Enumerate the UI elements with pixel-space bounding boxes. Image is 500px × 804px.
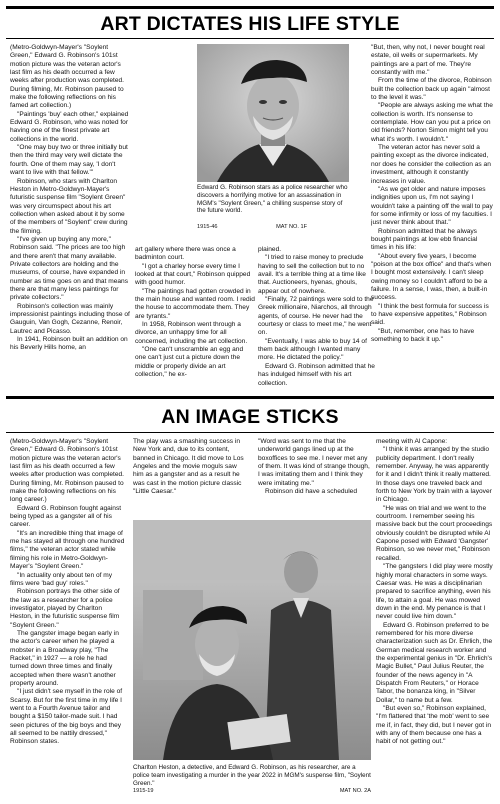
- paragraph: Robinson admitted that he always bought paintings at low ebb financial times in his life:: [371, 227, 478, 252]
- paragraph: art gallery where there was once a badminton court.: [135, 246, 236, 262]
- paragraph: "I've given up buying any more," Robinson said. "The prices are too high and there aren't that many available. Private collectors are holding and the museums, of course, have expanded in number as time goes on and that means there are that many less paintings for private collectors.": [10, 235, 129, 302]
- paragraph: "The paintings had gotten crowded in the main house and wanted room. I redid the house to accommodate them. They are tyrants.": [135, 287, 255, 320]
- paragraph: "Eventually, I was able to buy 14 of them back although I wanted many more. He dictated the policy.": [258, 337, 367, 362]
- paragraph: "I think the best formula for success is to have expensive appetites," Robinson said.: [371, 302, 489, 327]
- paragraph: "I got a charley horse every time I looked at that court," Robinson quipped with good humor.: [135, 262, 251, 287]
- paragraph: Edward G. Robinson preferred to be remembered for his more diverse characterization such as Dr. Ehrlich, the German medical research worker and the experimental genius in "Dr. Ehrlich's Magic Bullet," Paul Julius Reuter, the founder of the news agency in "A Dispatch From Reuters," or Horace Tabor, the bonanza king, in "Silver Dollar," to name but a few.: [376, 621, 493, 704]
- article2-column-1: [10, 438, 126, 796]
- article2-photo: [133, 520, 371, 760]
- article2-column-4: [376, 438, 494, 796]
- paragraph: The gangster image began early in the actor's career when he played a mobster in a Broadway play, "The Racket," in 1927 — a role he had turned down three times and finally accepted when there wasn't another property around.: [10, 629, 119, 687]
- article1-caption-meta: [197, 224, 307, 231]
- paragraph: Robinson portrays the other side of the law as a researcher for a police investigator, played by Charlton Heston, in the futuristic suspense film "Soylent Green.": [10, 588, 120, 629]
- article1-column-2: [135, 246, 255, 390]
- article1-column-4: [371, 44, 493, 390]
- paragraph: "Paintings 'buy' each other," explained Edward G. Robinson, who was noted for having one of the finest private art collections in the world.: [10, 110, 129, 143]
- caption-mat-number: MAT NO. 2A: [339, 788, 371, 794]
- article-separator-rule: [6, 396, 494, 399]
- paragraph: In 1958, Robinson went through a divorce, an unhappy time for all concerned, including the art collection.: [135, 321, 248, 345]
- paragraph: "One can't unscramble an egg and one can't just cut a picture down the middle or properly divide an art collection," he ex-: [135, 346, 244, 379]
- paragraph: "But even so," Robinson explained, "I'm flattered that 'the mob' went to see me if, in fact, they did, but I never got in with any of them because one has a habit of not getting out.": [376, 705, 492, 746]
- article2-caption: Charlton Heston, a detective, and Edward G. Robinson, as his researcher, are a police team investigating a murder in the year 2022 in MGM's suspense film, "Soylent Green.": [133, 764, 371, 787]
- paragraph: meeting with Al Capone:: [376, 438, 448, 445]
- paragraph: "People are always asking me what the collection is worth. It's nonsense to contemplate. How can you put a price on old friends? Norton Simon might tell you what it's worth. I wouldn't.": [371, 102, 493, 143]
- top-border: [6, 6, 494, 9]
- portrait-photo-robinson: [197, 44, 349, 182]
- paragraph: (Metro-Goldwyn-Mayer's "Soylent Green," Edward G. Robinson's 101st motion picture was the veteran actor's last film as his death occurred a few weeks after production was completed. During filming, Mr. Robinson paused to make the following reflections on his long career.): [10, 438, 124, 504]
- caption-mat-number: MAT NO. 1F: [276, 224, 307, 230]
- article1-column-3: [258, 246, 378, 390]
- article2-caption-meta: [133, 788, 371, 795]
- paragraph: "I tried to raise money to preclude having to sell the collection but to no avail. It's a terrible thing at a time like that. Auctioneers, hyenas, ghouls, appear out of nowhere.: [258, 254, 366, 295]
- paragraph: "I just didn't see myself in the role of Scarsy. But for the first time in my life I went to a Fourth Avenue tailor and bought a $150 tailor-made suit. I had seen pictures of the big boys and they all seemed to be nattily dressed," Robinson states.: [10, 688, 123, 746]
- article2-headline-rule: [6, 432, 494, 433]
- paragraph: "But, then, why not, I never bought real estate, oil wells or supermarkets. My paintings are a part of me. They're constantly with me.": [371, 44, 485, 77]
- paragraph: (Metro-Goldwyn-Mayer's "Soylent Green," Edward G. Robinson's 101st motion picture was the veteran actor's last film as his death occurred a few weeks after production was completed. During filming, Mr. Robinson paused to make the following reflections on his famed art collection.): [10, 44, 124, 110]
- paragraph: "In actuality only about ten of my films were 'bad guy' roles.": [10, 571, 113, 587]
- paragraph: "Word was sent to me that the underworld gangs lined up at the boxoffices to see me. I never met any of them. It was kind of strange though, I was imitating them and I think they were imitating me.": [258, 438, 370, 487]
- paragraph: "About every five years, I become "poison at the box office" and that's when I bought most extensively. I can't sleep owing money so I couldn't afford to be a failure. In a sense, I was, then, a built-in success.: [371, 252, 492, 302]
- caption-code: 1915-46: [197, 224, 218, 230]
- paragraph: Edward G. Robinson fought against being typed as a gangster all of his career.: [10, 504, 122, 529]
- paragraph: "But, remember, one has to have something to back it up.": [371, 327, 475, 344]
- article1-caption: Edward G. Robinson stars as a police researcher who discovers a horrifying motive for an assassination in MGM's "Soylent Green," a chilling suspense story of the future world.: [197, 184, 348, 215]
- paragraph: "Finally, 72 paintings were sold to the Greek millionaire, Niarchos, all through agents, of course. He never had the courtesy or class to meet me," he went on.: [258, 296, 374, 337]
- paragraph: In 1941, Robinson built an addition on his Beverly Hills home, an: [10, 336, 128, 352]
- article1-headline-rule: [6, 38, 494, 39]
- paragraph: "The gangsters I did play were mostly highly moral characters in some ways. Caesar was. He was a disciplinarian prepared to sacrifice anything, even his life, to attain a goal. He was mowed down in the end. My penance is that I never could live him down.": [376, 563, 493, 621]
- article1-photo: [197, 44, 349, 182]
- paragraph: Robinson's collection was mainly impressionist paintings including those of Gauguin, Van Gogh, Cezanne, Renoir, Lautrec and Picasso.: [10, 302, 130, 335]
- paragraph: "One may buy two or three initially but then the third may very well dictate the fourth. One of them may say, 'I don't want to live with that fellow.'": [10, 144, 128, 177]
- paragraph: Edward G. Robinson admitted that he has indulged himself with his art collection.: [258, 362, 375, 387]
- paragraph: "I think it was arranged by the studio publicity department. I don't really remember. Anyway, he was apparently for it and I didn't think it really mattered. In those days one traveled back and forth to New York by train with a layover in Chicago.: [376, 446, 492, 504]
- paragraph: The play was a smashing success in New York and, due to its content, banned in Chicago. It did move to Los Angeles and the movie moguls saw him as a gangster and as a result he was cast in the motion picture classic "Little Caesar.": [133, 438, 244, 496]
- still-photo-heston-robinson: [133, 520, 371, 760]
- paragraph: The veteran actor has never sold a painting except as the divorce indicated, nor does he consider the collection as an investment, although it constantly increases in value.: [371, 144, 491, 185]
- article1-column-1: [10, 44, 130, 390]
- article2-headline: AN IMAGE STICKS: [161, 406, 339, 428]
- article2-column-3: [258, 438, 370, 522]
- paragraph: "He was on trial and we went to the courtroom. I remember seeing his massive back but the court proceedings obviously couldn't be disrupted while Al Capone posed with Edward 'Gangster' Robinson, so we never met," Robinson recalled.: [376, 504, 493, 562]
- paragraph: From the time of the divorce, Robinson built the collection back up again "almost to the level it was.": [371, 77, 492, 102]
- paragraph: Robinson, who stars with Charlton Heston in Metro-Goldwyn-Mayer's futuristic suspense film "Soylent Green" was very circumspect about his art collection when asked about it by some of the members of "Soylent" crew during the filming.: [10, 177, 128, 235]
- paragraph: Robinson did have a scheduled: [265, 488, 358, 496]
- paragraph: plained.: [258, 246, 282, 253]
- paragraph: "As we get older and nature imposes indignities upon us, I'm not saying I wouldn't take a painting off the wall to pay for some infirmity or loss of my faculties. I just never think about that.": [371, 185, 493, 227]
- article2-column-2: [133, 438, 249, 522]
- paragraph: "It's an incredible thing that image of me has stayed all through one hundred films," the veteran actor stated while filming his role in Metro-Goldwyn-Mayer's "Soylent Green.": [10, 529, 125, 571]
- caption-code: 1915-19: [133, 788, 154, 794]
- article1-headline: ART DICTATES HIS LIFE STYLE: [100, 13, 400, 35]
